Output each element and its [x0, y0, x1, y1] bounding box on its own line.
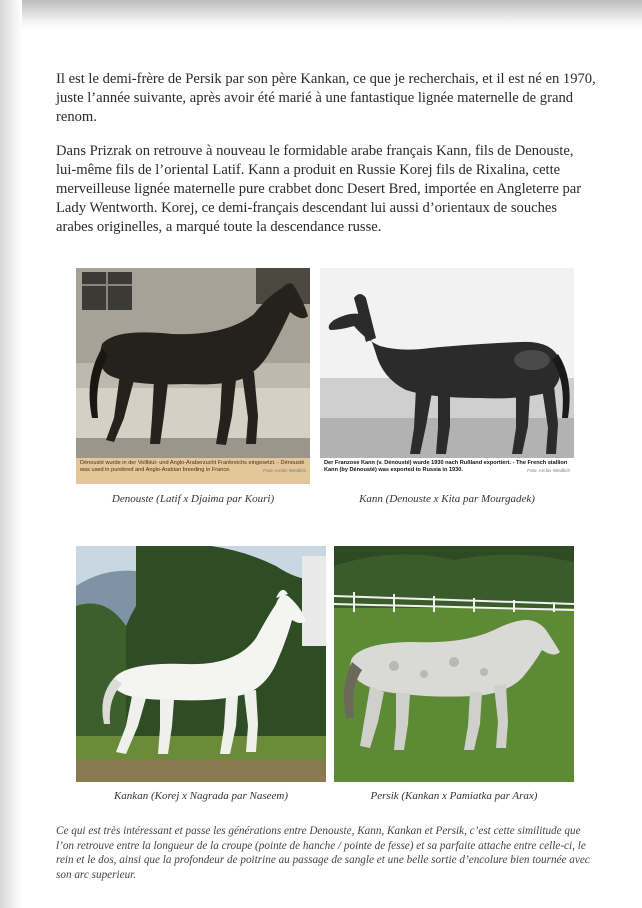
horse-photo-denouste: [76, 268, 310, 458]
inset-caption-kann: [320, 458, 574, 484]
horse-photo-persik: [334, 546, 574, 782]
scan-shadow-top: [0, 0, 642, 30]
caption-kankan: Kankan (Korej x Nagrada par Naseem): [113, 790, 289, 802]
scan-shadow-left: [0, 0, 22, 908]
photo-kankan: [76, 546, 326, 782]
caption-kann: Kann (Denouste x Kita par Mourgadek): [359, 493, 535, 505]
photo-kann: [320, 268, 574, 484]
photo-denouste: [76, 268, 310, 484]
photo-credit: Foto: Archiv Weidlich: [263, 468, 306, 473]
inset-caption-text: Der Franzose Kann (v. Dénousté) wurde 1930 nach Rußland exportiert. - The French stallion Kann (by Dénousté) was exported to Russia in 1930.: [324, 460, 568, 473]
inset-caption-text: Dénousté wurde in der Vollblut- und Anglo-Araberzucht Frankreichs eingesetzt. - Dénousté was used in purebred and Anglo-Arabian breeding in France.: [80, 460, 305, 473]
caption-denouste: Denouste (Latif x Djaima par Kouri): [111, 493, 275, 505]
paragraph-persik-half-brother: Il est le demi-frère de Persik par son père Kankan, ce que je recherchais, et il est né en 1970, juste l’année suivante, après avoir été marié à une fantastique lignée maternelle de grand renom.: [56, 71, 596, 125]
paragraph-prizrak-lineage: Dans Prizrak on retrouve à nouveau le formidable arabe français Kann, fils de Denouste, lui-même fils de l’oriental Latif. Kann a produit en Russie Korej fils de Rixalina, cette merveilleuse lignée maternelle pure crabbet donc Desert Bred, importée en Angleterre par Lady Wentworth. Korej, ce demi-français descendant lui aussi d’orientaux de souches arabes originelles, a marqué toute la descendance russe.: [56, 143, 582, 235]
inset-caption-denouste: [76, 458, 310, 484]
photo-credit: Foto: Archiv Weidlich: [527, 468, 570, 473]
photo-persik: [334, 546, 574, 782]
horse-photo-kann: [320, 268, 574, 458]
caption-persik: Persik (Kankan x Pamiatka par Arax): [370, 790, 538, 802]
horse-photo-kankan: [76, 546, 326, 782]
conclusion-paragraph: Ce qui est très intéressant et passe les générations entre Denouste, Kann, Kankan et Persik, c’est cette similitude que l’on retrouve entre la longueur de la croupe (pointe de hanche / pointe de fesse) et sa parfaite attache entre celle-ci, le rein et le dos, ainsi que la profondeur de poitrine au passage de sangle et une belle sortie d’encolure bien tournée avec son arc superieur.: [56, 825, 590, 881]
